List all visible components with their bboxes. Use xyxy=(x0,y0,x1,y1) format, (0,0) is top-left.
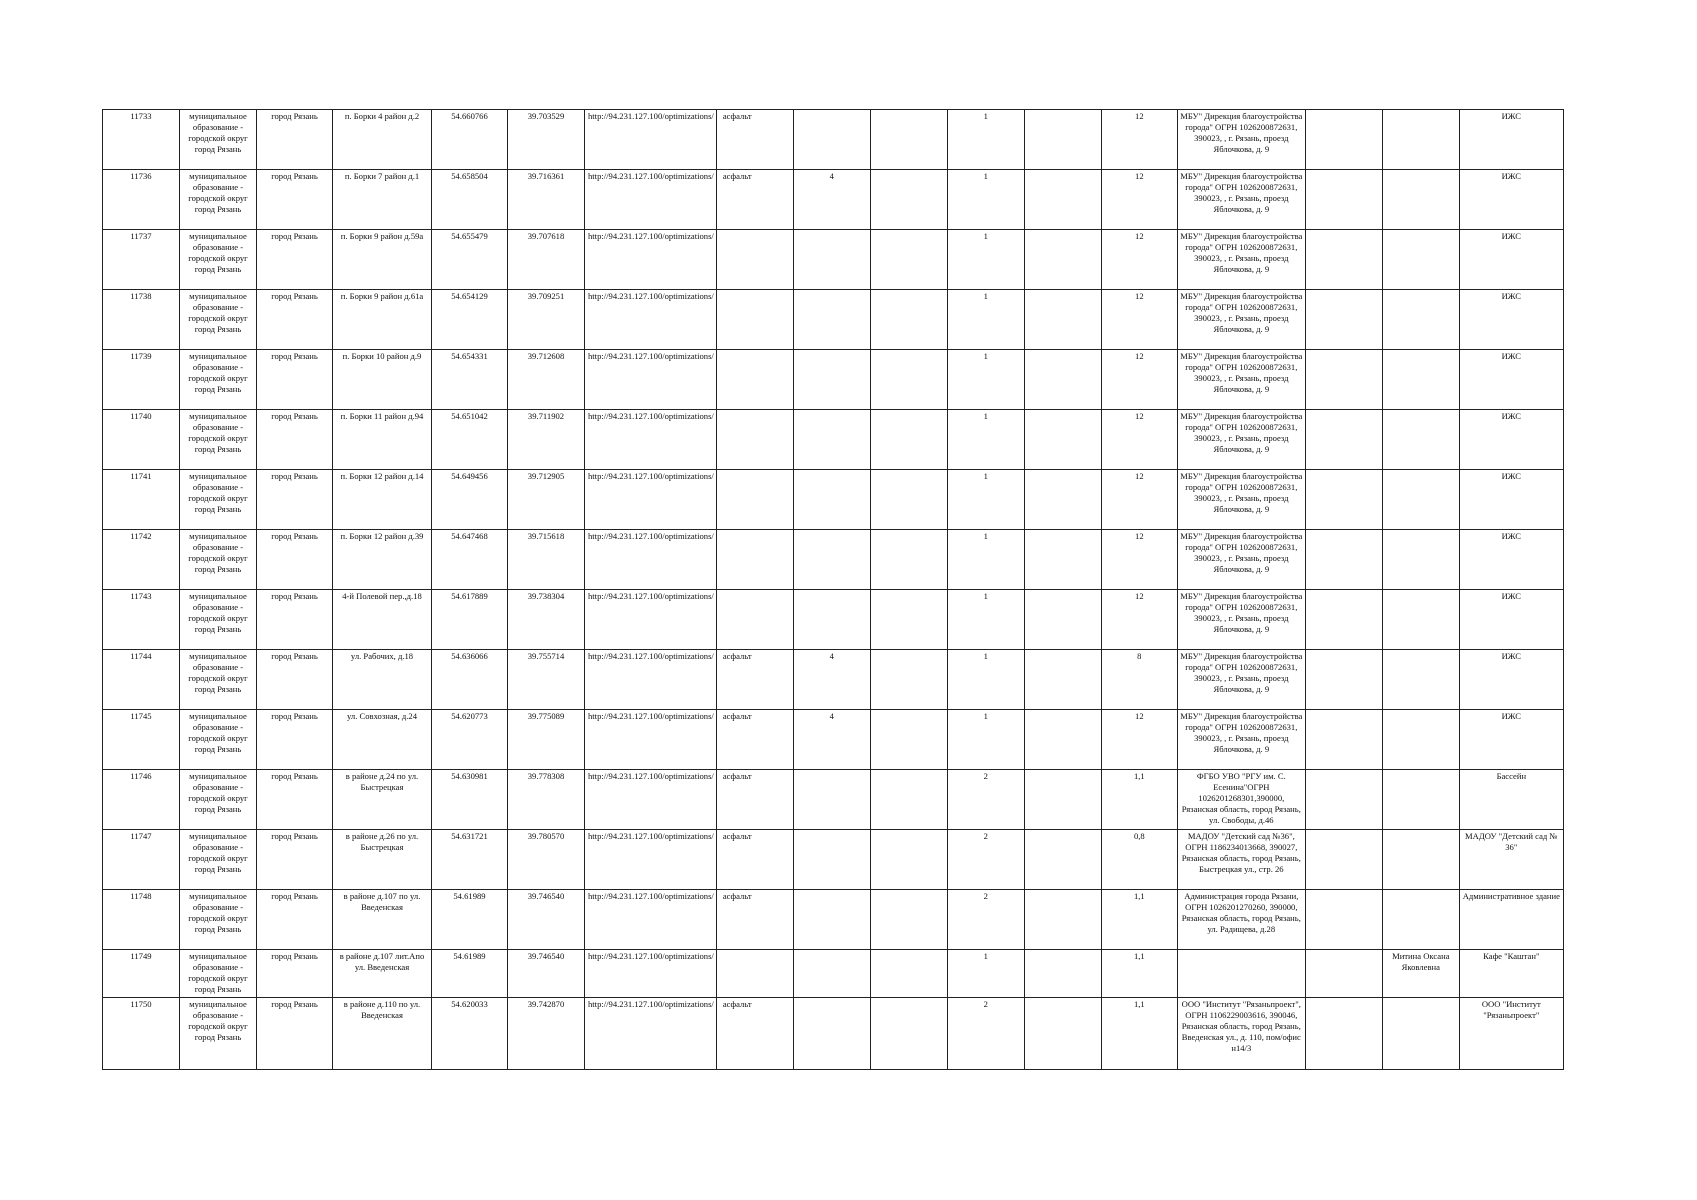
city-cell: город Рязань xyxy=(257,530,333,590)
longitude-cell: 39.716361 xyxy=(508,170,585,230)
surface-cell xyxy=(716,470,793,530)
column-16-cell xyxy=(1382,170,1459,230)
column-16-cell xyxy=(1382,710,1459,770)
address-cell: п. Борки 10 район д.9 xyxy=(333,350,432,410)
column-12-cell xyxy=(1024,530,1101,590)
source-cell: ООО "Институт "Рязаньпроект" xyxy=(1459,998,1563,1070)
column-13-cell: 12 xyxy=(1101,170,1177,230)
source-cell: ИЖС xyxy=(1459,710,1563,770)
link-cell[interactable]: http://94.231.127.100/optimizations/ xyxy=(585,830,717,890)
column-13-cell: 12 xyxy=(1101,410,1177,470)
table-row xyxy=(103,830,1564,890)
column-15-cell xyxy=(1305,890,1382,950)
source-cell: ИЖС xyxy=(1459,410,1563,470)
column-16-cell: Митина Оксана Яковлевна xyxy=(1382,950,1459,998)
column-10-cell xyxy=(870,950,947,998)
row-id: 11733 xyxy=(103,110,180,170)
city-cell: город Рязань xyxy=(257,350,333,410)
longitude-cell: 39.707618 xyxy=(508,230,585,290)
municipality-cell: муниципальное образование - городской округ город Рязань xyxy=(180,998,257,1070)
column-11-cell: 1 xyxy=(947,410,1024,470)
column-12-cell xyxy=(1024,170,1101,230)
column-12-cell xyxy=(1024,950,1101,998)
column-12-cell xyxy=(1024,290,1101,350)
address-cell: п. Борки 12 район д.14 xyxy=(333,470,432,530)
latitude-cell: 54.61989 xyxy=(432,890,508,950)
column-10-cell xyxy=(870,410,947,470)
source-cell: ИЖС xyxy=(1459,590,1563,650)
longitude-cell: 39.746540 xyxy=(508,950,585,998)
row-id: 11737 xyxy=(103,230,180,290)
surface-cell xyxy=(716,410,793,470)
row-id: 11748 xyxy=(103,890,180,950)
row-id: 11747 xyxy=(103,830,180,890)
column-9-cell xyxy=(793,230,870,290)
table-body xyxy=(103,110,1564,1070)
address-cell: п. Борки 12 район д.39 xyxy=(333,530,432,590)
column-9-cell xyxy=(793,410,870,470)
latitude-cell: 54.620033 xyxy=(432,998,508,1070)
longitude-cell: 39.712608 xyxy=(508,350,585,410)
city-cell: город Рязань xyxy=(257,290,333,350)
column-9-cell xyxy=(793,890,870,950)
column-15-cell xyxy=(1305,590,1382,650)
address-cell: п. Борки 4 район д.2 xyxy=(333,110,432,170)
column-10-cell xyxy=(870,110,947,170)
column-9-cell xyxy=(793,290,870,350)
row-id: 11742 xyxy=(103,530,180,590)
row-id: 11740 xyxy=(103,410,180,470)
column-12-cell xyxy=(1024,110,1101,170)
column-16-cell xyxy=(1382,350,1459,410)
latitude-cell: 54.654129 xyxy=(432,290,508,350)
surface-cell: асфальт xyxy=(716,830,793,890)
column-9-cell xyxy=(793,350,870,410)
latitude-cell: 54.660766 xyxy=(432,110,508,170)
address-cell: в районе д.110 по ул. Введенская xyxy=(333,998,432,1070)
column-15-cell xyxy=(1305,470,1382,530)
column-12-cell xyxy=(1024,998,1101,1070)
surface-cell: асфальт xyxy=(716,710,793,770)
column-11-cell: 1 xyxy=(947,530,1024,590)
column-10-cell xyxy=(870,350,947,410)
longitude-cell: 39.712905 xyxy=(508,470,585,530)
column-11-cell: 1 xyxy=(947,350,1024,410)
latitude-cell: 54.636066 xyxy=(432,650,508,710)
longitude-cell: 39.715618 xyxy=(508,530,585,590)
municipality-cell: муниципальное образование - городской округ город Рязань xyxy=(180,890,257,950)
municipality-cell: муниципальное образование - городской округ город Рязань xyxy=(180,770,257,830)
column-9-cell xyxy=(793,998,870,1070)
table-row xyxy=(103,170,1564,230)
column-15-cell xyxy=(1305,110,1382,170)
owner-cell: МБУ" Дирекция благоустройства города" ОГРН 1026200872631, 390023, , г. Рязань, проезд Яблочкова, д. 9 xyxy=(1177,410,1305,470)
address-cell: в районе д.107 по ул. Введенская xyxy=(333,890,432,950)
address-cell: п. Борки 11 район д.94 xyxy=(333,410,432,470)
column-15-cell xyxy=(1305,290,1382,350)
longitude-cell: 39.746540 xyxy=(508,890,585,950)
row-id: 11749 xyxy=(103,950,180,998)
address-cell: в районе д.26 по ул. Быстрецкая xyxy=(333,830,432,890)
longitude-cell: 39.709251 xyxy=(508,290,585,350)
municipality-cell: муниципальное образование - городской округ город Рязань xyxy=(180,290,257,350)
source-cell: Административное здание xyxy=(1459,890,1563,950)
city-cell: город Рязань xyxy=(257,770,333,830)
column-11-cell: 1 xyxy=(947,230,1024,290)
column-10-cell xyxy=(870,170,947,230)
owner-cell: МБУ" Дирекция благоустройства города" ОГРН 1026200872631, 390023, , г. Рязань, проезд Яблочкова, д. 9 xyxy=(1177,710,1305,770)
column-16-cell xyxy=(1382,470,1459,530)
column-13-cell: 12 xyxy=(1101,230,1177,290)
latitude-cell: 54.620773 xyxy=(432,710,508,770)
column-15-cell xyxy=(1305,710,1382,770)
column-11-cell: 1 xyxy=(947,290,1024,350)
table-row xyxy=(103,470,1564,530)
column-10-cell xyxy=(870,998,947,1070)
owner-cell: МБУ" Дирекция благоустройства города" ОГРН 1026200872631, 390023, , г. Рязань, проезд Яблочкова, д. 9 xyxy=(1177,650,1305,710)
owner-cell: МБУ" Дирекция благоустройства города" ОГРН 1026200872631, 390023, , г. Рязань, проезд Яблочкова, д. 9 xyxy=(1177,530,1305,590)
owner-cell: ФГБО УВО "РГУ им. С. Есенина"ОГРН 1026201268301,390000, Рязанская область, город Рязань, ул. Свободы, д.46 xyxy=(1177,770,1305,830)
source-cell: ИЖС xyxy=(1459,110,1563,170)
column-16-cell xyxy=(1382,770,1459,830)
column-10-cell xyxy=(870,470,947,530)
city-cell: город Рязань xyxy=(257,230,333,290)
column-13-cell: 12 xyxy=(1101,470,1177,530)
city-cell: город Рязань xyxy=(257,590,333,650)
column-12-cell xyxy=(1024,470,1101,530)
longitude-cell: 39.775089 xyxy=(508,710,585,770)
source-cell: ИЖС xyxy=(1459,530,1563,590)
column-12-cell xyxy=(1024,770,1101,830)
column-15-cell xyxy=(1305,830,1382,890)
column-13-cell: 1,1 xyxy=(1101,950,1177,998)
link-cell[interactable]: http://94.231.127.100/optimizations/ xyxy=(585,350,717,410)
column-10-cell xyxy=(870,230,947,290)
column-13-cell: 12 xyxy=(1101,590,1177,650)
column-11-cell: 1 xyxy=(947,590,1024,650)
link-cell[interactable]: http://94.231.127.100/optimizations/ xyxy=(585,770,717,830)
column-15-cell xyxy=(1305,410,1382,470)
address-cell: п. Борки 9 район д.61а xyxy=(333,290,432,350)
column-11-cell: 2 xyxy=(947,890,1024,950)
column-9-cell xyxy=(793,830,870,890)
table-row xyxy=(103,230,1564,290)
column-13-cell: 12 xyxy=(1101,350,1177,410)
source-cell: ИЖС xyxy=(1459,290,1563,350)
source-cell: ИЖС xyxy=(1459,350,1563,410)
link-cell[interactable]: http://94.231.127.100/optimizations/ xyxy=(585,530,717,590)
owner-cell: МБУ" Дирекция благоустройства города" ОГРН 1026200872631, 390023, , г. Рязань, проезд Яблочкова, д. 9 xyxy=(1177,470,1305,530)
city-cell: город Рязань xyxy=(257,830,333,890)
row-id: 11745 xyxy=(103,710,180,770)
column-13-cell: 1,1 xyxy=(1101,770,1177,830)
surface-cell xyxy=(716,230,793,290)
column-10-cell xyxy=(870,650,947,710)
link-cell[interactable]: http://94.231.127.100/optimizations/ xyxy=(585,890,717,950)
row-id: 11743 xyxy=(103,590,180,650)
column-16-cell xyxy=(1382,110,1459,170)
column-10-cell xyxy=(870,830,947,890)
municipality-cell: муниципальное образование - городской округ город Рязань xyxy=(180,170,257,230)
city-cell: город Рязань xyxy=(257,890,333,950)
column-12-cell xyxy=(1024,230,1101,290)
column-11-cell: 1 xyxy=(947,710,1024,770)
column-15-cell xyxy=(1305,650,1382,710)
column-11-cell: 1 xyxy=(947,650,1024,710)
source-cell: Кафе "Каштан" xyxy=(1459,950,1563,998)
latitude-cell: 54.651042 xyxy=(432,410,508,470)
column-16-cell xyxy=(1382,230,1459,290)
surface-cell: асфальт xyxy=(716,110,793,170)
column-10-cell xyxy=(870,530,947,590)
column-13-cell: 12 xyxy=(1101,290,1177,350)
municipality-cell: муниципальное образование - городской округ город Рязань xyxy=(180,410,257,470)
municipality-cell: муниципальное образование - городской округ город Рязань xyxy=(180,110,257,170)
longitude-cell: 39.778308 xyxy=(508,770,585,830)
owner-cell: МБУ" Дирекция благоустройства города" ОГРН 1026200872631, 390023, , г. Рязань, проезд Яблочкова, д. 9 xyxy=(1177,290,1305,350)
registry-table xyxy=(102,109,1564,1070)
column-9-cell xyxy=(793,110,870,170)
surface-cell xyxy=(716,290,793,350)
column-11-cell: 2 xyxy=(947,830,1024,890)
column-15-cell xyxy=(1305,230,1382,290)
municipality-cell: муниципальное образование - городской округ город Рязань xyxy=(180,830,257,890)
column-15-cell xyxy=(1305,530,1382,590)
source-cell: ИЖС xyxy=(1459,470,1563,530)
column-13-cell: 1,1 xyxy=(1101,890,1177,950)
table-row xyxy=(103,998,1564,1070)
city-cell: город Рязань xyxy=(257,710,333,770)
owner-cell xyxy=(1177,950,1305,998)
city-cell: город Рязань xyxy=(257,950,333,998)
column-12-cell xyxy=(1024,710,1101,770)
row-id: 11736 xyxy=(103,170,180,230)
link-cell[interactable]: http://94.231.127.100/optimizations/ xyxy=(585,110,717,170)
surface-cell: асфальт xyxy=(716,890,793,950)
column-15-cell xyxy=(1305,770,1382,830)
column-12-cell xyxy=(1024,590,1101,650)
column-10-cell xyxy=(870,710,947,770)
longitude-cell: 39.703529 xyxy=(508,110,585,170)
column-10-cell xyxy=(870,590,947,650)
link-cell[interactable]: http://94.231.127.100/optimizations/ xyxy=(585,410,717,470)
column-16-cell xyxy=(1382,590,1459,650)
latitude-cell: 54.647468 xyxy=(432,530,508,590)
source-cell: МАДОУ "Детский сад № 36" xyxy=(1459,830,1563,890)
link-cell[interactable]: http://94.231.127.100/optimizations/ xyxy=(585,998,717,1070)
link-cell[interactable]: http://94.231.127.100/optimizations/ xyxy=(585,290,717,350)
column-11-cell: 1 xyxy=(947,470,1024,530)
table-row xyxy=(103,530,1564,590)
owner-cell: МБУ" Дирекция благоустройства города" ОГРН 1026200872631, 390023, , г. Рязань, проезд Яблочкова, д. 9 xyxy=(1177,350,1305,410)
municipality-cell: муниципальное образование - городской округ город Рязань xyxy=(180,710,257,770)
owner-cell: Администрация города Рязани, ОГРН 1026201270260, 390000, Рязанская область, город Рязань, ул. Радищева, д.28 xyxy=(1177,890,1305,950)
longitude-cell: 39.738304 xyxy=(508,590,585,650)
source-cell: ИЖС xyxy=(1459,170,1563,230)
table-row xyxy=(103,410,1564,470)
owner-cell: МБУ" Дирекция благоустройства города" ОГРН 1026200872631, 390023, , г. Рязань, проезд Яблочкова, д. 9 xyxy=(1177,230,1305,290)
column-16-cell xyxy=(1382,998,1459,1070)
municipality-cell: муниципальное образование - городской округ город Рязань xyxy=(180,650,257,710)
municipality-cell: муниципальное образование - городской округ город Рязань xyxy=(180,350,257,410)
table-row xyxy=(103,770,1564,830)
owner-cell: ООО "Институт "Рязаньпроект", ОГРН 1106229003616, 390046, Рязанская область, город Рязань, Введенская ул., д. 110, пом/офис н14/3 xyxy=(1177,998,1305,1070)
column-10-cell xyxy=(870,890,947,950)
table-row xyxy=(103,290,1564,350)
address-cell: ул. Рабочих, д.18 xyxy=(333,650,432,710)
latitude-cell: 54.630981 xyxy=(432,770,508,830)
address-cell: в районе д.24 по ул. Быстрецкая xyxy=(333,770,432,830)
column-10-cell xyxy=(870,770,947,830)
address-cell: в районе д.107 лит.Апо ул. Введенская xyxy=(333,950,432,998)
table-row xyxy=(103,350,1564,410)
latitude-cell: 54.61989 xyxy=(432,950,508,998)
owner-cell: МБУ" Дирекция благоустройства города" ОГРН 1026200872631, 390023, , г. Рязань, проезд Яблочкова, д. 9 xyxy=(1177,590,1305,650)
column-13-cell: 12 xyxy=(1101,710,1177,770)
column-16-cell xyxy=(1382,890,1459,950)
column-9-cell xyxy=(793,590,870,650)
row-id: 11741 xyxy=(103,470,180,530)
owner-cell: МАДОУ "Детский сад №36", ОГРН 1186234013668, 390027, Рязанская область, город Рязань, Быстрецкая ул., стр. 26 xyxy=(1177,830,1305,890)
row-id: 11738 xyxy=(103,290,180,350)
column-13-cell: 12 xyxy=(1101,530,1177,590)
column-11-cell: 2 xyxy=(947,998,1024,1070)
address-cell: п. Борки 9 район д.59а xyxy=(333,230,432,290)
column-9-cell xyxy=(793,770,870,830)
surface-cell xyxy=(716,590,793,650)
column-13-cell: 0,8 xyxy=(1101,830,1177,890)
link-cell[interactable]: http://94.231.127.100/optimizations/ xyxy=(585,170,717,230)
surface-cell: асфальт xyxy=(716,998,793,1070)
row-id: 11739 xyxy=(103,350,180,410)
surface-cell: асфальт xyxy=(716,770,793,830)
column-15-cell xyxy=(1305,170,1382,230)
column-9-cell xyxy=(793,530,870,590)
municipality-cell: муниципальное образование - городской округ город Рязань xyxy=(180,950,257,998)
address-cell: 4-й Полевой пер.,д.18 xyxy=(333,590,432,650)
column-16-cell xyxy=(1382,650,1459,710)
source-cell: ИЖС xyxy=(1459,230,1563,290)
column-13-cell: 8 xyxy=(1101,650,1177,710)
municipality-cell: муниципальное образование - городской округ город Рязань xyxy=(180,530,257,590)
table-row xyxy=(103,710,1564,770)
table-row xyxy=(103,590,1564,650)
city-cell: город Рязань xyxy=(257,998,333,1070)
city-cell: город Рязань xyxy=(257,470,333,530)
longitude-cell: 39.780570 xyxy=(508,830,585,890)
owner-cell: МБУ" Дирекция благоустройства города" ОГРН 1026200872631, 390023, , г. Рязань, проезд Яблочкова, д. 9 xyxy=(1177,170,1305,230)
column-13-cell: 1,1 xyxy=(1101,998,1177,1070)
column-13-cell: 12 xyxy=(1101,110,1177,170)
link-cell[interactable]: http://94.231.127.100/optimizations/ xyxy=(585,590,717,650)
column-16-cell xyxy=(1382,530,1459,590)
municipality-cell: муниципальное образование - городской округ город Рязань xyxy=(180,230,257,290)
column-11-cell: 1 xyxy=(947,110,1024,170)
table-row xyxy=(103,650,1564,710)
row-id: 11750 xyxy=(103,998,180,1070)
municipality-cell: муниципальное образование - городской округ город Рязань xyxy=(180,470,257,530)
latitude-cell: 54.631721 xyxy=(432,830,508,890)
column-12-cell xyxy=(1024,830,1101,890)
column-16-cell xyxy=(1382,830,1459,890)
latitude-cell: 54.658504 xyxy=(432,170,508,230)
column-11-cell: 1 xyxy=(947,950,1024,998)
column-9-cell xyxy=(793,950,870,998)
column-12-cell xyxy=(1024,650,1101,710)
owner-cell: МБУ" Дирекция благоустройства города" ОГРН 1026200872631, 390023, , г. Рязань, проезд Яблочкова, д. 9 xyxy=(1177,110,1305,170)
table-row xyxy=(103,110,1564,170)
table-row xyxy=(103,890,1564,950)
column-16-cell xyxy=(1382,410,1459,470)
latitude-cell: 54.617889 xyxy=(432,590,508,650)
column-9-cell: 4 xyxy=(793,650,870,710)
city-cell: город Рязань xyxy=(257,410,333,470)
column-15-cell xyxy=(1305,350,1382,410)
table-row xyxy=(103,950,1564,998)
link-cell[interactable]: http://94.231.127.100/optimizations/ xyxy=(585,710,717,770)
latitude-cell: 54.655479 xyxy=(432,230,508,290)
column-15-cell xyxy=(1305,998,1382,1070)
latitude-cell: 54.654331 xyxy=(432,350,508,410)
surface-cell xyxy=(716,530,793,590)
column-16-cell xyxy=(1382,290,1459,350)
city-cell: город Рязань xyxy=(257,650,333,710)
surface-cell: асфальт xyxy=(716,650,793,710)
column-10-cell xyxy=(870,290,947,350)
surface-cell xyxy=(716,350,793,410)
column-9-cell xyxy=(793,470,870,530)
address-cell: п. Борки 7 район д.1 xyxy=(333,170,432,230)
source-cell: Бассейн xyxy=(1459,770,1563,830)
link-cell[interactable]: http://94.231.127.100/optimizations/ xyxy=(585,950,717,998)
longitude-cell: 39.742870 xyxy=(508,998,585,1070)
longitude-cell: 39.755714 xyxy=(508,650,585,710)
city-cell: город Рязань xyxy=(257,110,333,170)
longitude-cell: 39.711902 xyxy=(508,410,585,470)
latitude-cell: 54.649456 xyxy=(432,470,508,530)
link-cell[interactable]: http://94.231.127.100/optimizations/ xyxy=(585,650,717,710)
source-cell: ИЖС xyxy=(1459,650,1563,710)
surface-cell: асфальт xyxy=(716,170,793,230)
column-15-cell xyxy=(1305,950,1382,998)
column-12-cell xyxy=(1024,890,1101,950)
link-cell[interactable]: http://94.231.127.100/optimizations/ xyxy=(585,230,717,290)
city-cell: город Рязань xyxy=(257,170,333,230)
link-cell[interactable]: http://94.231.127.100/optimizations/ xyxy=(585,470,717,530)
address-cell: ул. Совхозная, д.24 xyxy=(333,710,432,770)
municipality-cell: муниципальное образование - городской округ город Рязань xyxy=(180,590,257,650)
column-11-cell: 1 xyxy=(947,170,1024,230)
column-9-cell: 4 xyxy=(793,710,870,770)
column-11-cell: 2 xyxy=(947,770,1024,830)
column-12-cell xyxy=(1024,350,1101,410)
column-9-cell: 4 xyxy=(793,170,870,230)
row-id: 11746 xyxy=(103,770,180,830)
surface-cell xyxy=(716,950,793,998)
column-12-cell xyxy=(1024,410,1101,470)
row-id: 11744 xyxy=(103,650,180,710)
